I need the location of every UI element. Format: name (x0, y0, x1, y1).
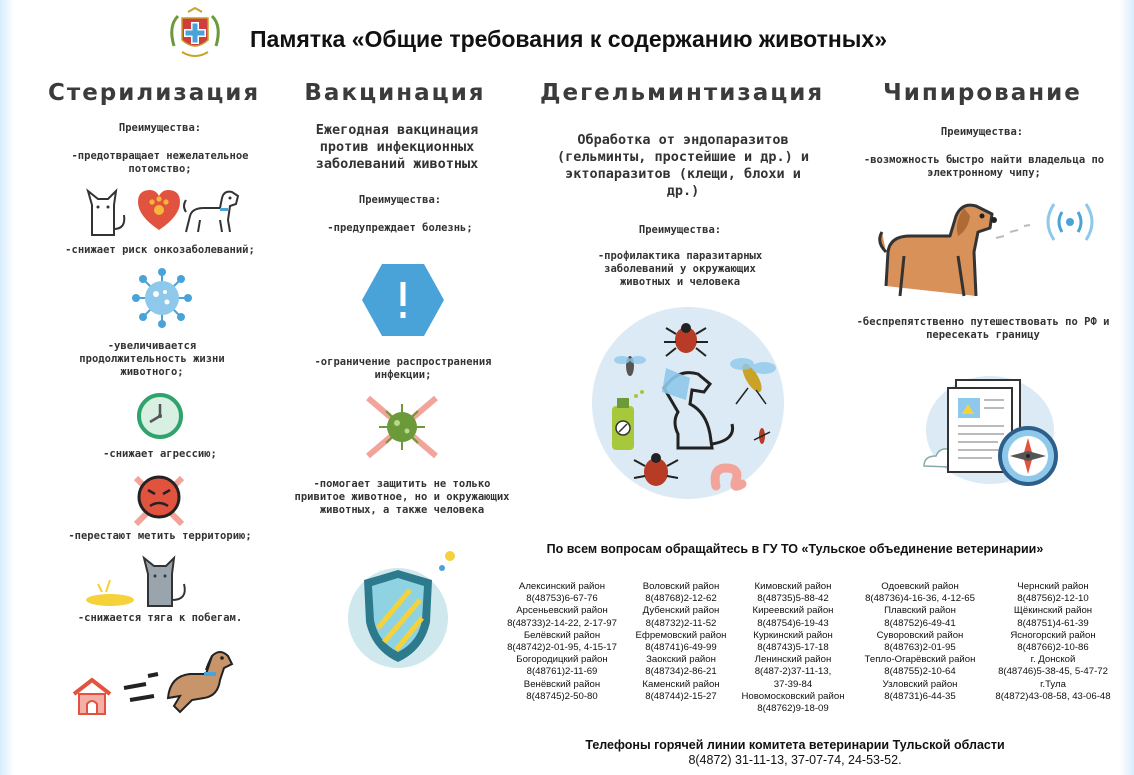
vaccination-item-1: -предупреждает болезнь; (327, 222, 473, 234)
contact-column-5 (984, 581, 1122, 703)
hotline-label: Телефоны горячей линии комитета ветеринарии Тульской области (585, 738, 1005, 752)
angry-face-icon (128, 470, 190, 536)
page-title: Памятка «Общие требования к содержанию животных» (250, 26, 888, 52)
sterilization-item-4: -снижает агрессию; (103, 448, 217, 460)
district-name: Кимовский район (754, 581, 832, 592)
sterilization-item-3: -увеличивается продолжительность жизни животного; (79, 340, 225, 378)
doghouse-icon (72, 676, 112, 720)
district-name: Богородицкий район (516, 654, 608, 666)
district-phone: 8(48754)6-19-43 (757, 617, 829, 629)
chipping-item-2: -беспрепятственно путешествовать по РФ и пересекать границу (856, 316, 1110, 341)
district-name: Алексинский район (518, 581, 606, 592)
chipping-item-1: -возможность быстро найти владельца по электронному чипу; (863, 154, 1105, 179)
district-name: Тепло-Огарёвский район (864, 654, 976, 666)
hotline-numbers: 8(4872) 31-11-13, 37-07-74, 24-53-52. (688, 753, 902, 767)
district-phone: 8(48753)6-67-76 (526, 593, 598, 605)
vaccination-subtitle: Ежегодная вакцинация против инфекционных заболеваний животных (315, 122, 479, 172)
clock-icon (136, 392, 184, 444)
district-phone: 8(48751)4-61-39 (1017, 617, 1089, 629)
district-phone: 8(48768)2-12-62 (645, 593, 717, 605)
virus-icon (132, 268, 192, 332)
emblem-logo (164, 6, 226, 62)
signal-icon (994, 198, 1098, 254)
cat-icon (80, 185, 130, 241)
dog-chip-icon (874, 196, 1004, 308)
deworming-advantages-label: Преимущества: (638, 224, 722, 236)
district-phone: 8(48741)6-49-99 (645, 642, 717, 654)
district-name: Арсеньевский район (516, 605, 608, 617)
contact-column-4 (850, 581, 990, 703)
district-name: Венёвский район (523, 678, 601, 690)
contact-column-2 (622, 581, 740, 703)
district-name: Ясногорский район (1010, 629, 1096, 641)
deworming-item-1: -профилактика паразитарных заболеваний у окружающих животных и человека (597, 250, 763, 288)
sterilization-item-6: -снижается тяга к побегам. (77, 612, 243, 624)
district-phone: 8(48766)2-10-86 (1017, 642, 1089, 654)
heart-paw-icon (136, 188, 182, 236)
vaccination-item-3: -помогает защитить не только привитое животное, но и окружающих животных, а также человека (294, 478, 510, 516)
district-name: Чернский район (1017, 581, 1089, 592)
district-phone: 8(4872)43-08-58, 43-06-48 (995, 690, 1111, 702)
district-phone: 8(48736)4-16-36, 4-12-65 (865, 593, 975, 605)
district-name: г.Тула (1040, 678, 1066, 690)
district-name: Белёвский район (523, 629, 601, 641)
district-phone: 8(48743)5-17-18 (757, 642, 829, 654)
cat-puddle-icon (84, 550, 200, 614)
district-phone: 8(48752)6-49-41 (884, 617, 956, 629)
district-name: Одоевский район (881, 581, 959, 592)
district-name: Суворовский район (876, 629, 964, 641)
district-name: г. Донской (1030, 654, 1076, 666)
district-phone: 8(48735)5-88-42 (757, 593, 829, 605)
shield-icon (340, 550, 470, 680)
sterilization-item-2: -снижает риск онкозаболеваний; (65, 244, 255, 256)
contacts-heading: По всем вопросам обращайтесь в ГУ ТО «Тульское объединение ветеринарии» (546, 542, 1044, 556)
vaccination-advantages-label: Преимущества: (358, 194, 442, 206)
district-name: Узловский район (882, 678, 958, 690)
district-phone: 8(48762)9-18-09 (757, 703, 829, 715)
district-name: Щёкинский район (1013, 605, 1093, 617)
district-name: Воловский район (642, 581, 720, 592)
district-phone: 8(48734)2-86-21 (645, 666, 717, 678)
district-name: Каменский район (642, 678, 720, 690)
district-name: Заокский район (646, 654, 716, 666)
district-phone: 8(48763)2-01-95 (884, 642, 956, 654)
sterilization-item-5: -перестают метить территорию; (68, 530, 252, 542)
sterilization-advantages-label: Преимущества: (118, 122, 202, 134)
passport-compass-icon (918, 370, 1072, 504)
dog-icon (180, 186, 242, 240)
warning-hexagon-icon (360, 262, 446, 342)
heading-deworming: Дегельминтизация (540, 80, 825, 106)
heading-sterilization: Стерилизация (48, 80, 261, 106)
district-phone: 8(48731)6-44-35 (884, 690, 956, 702)
crossed-virus-icon (362, 394, 442, 464)
contact-column-1 (492, 581, 632, 703)
heading-vaccination: Вакцинация (304, 80, 486, 106)
district-phone: 8(487-2)37-11-13, (754, 666, 832, 678)
parasites-dog-icon (586, 308, 790, 502)
district-phone: 8(48761)2-11-69 (526, 666, 598, 678)
district-name: Ленинский район (754, 654, 832, 666)
district-name: Новомосковский район (741, 690, 845, 702)
deworming-subtitle: Обработка от эндопаразитов (гельминты, простейшие и др.) и эктопаразитов (клещи, блохи и др.) (557, 132, 809, 199)
contact-column-3 (730, 581, 856, 715)
district-name: Ефремовский район (635, 629, 727, 641)
district-phone: 8(48755)2-10-64 (884, 666, 956, 678)
vaccination-item-2: -ограничение распространения инфекции; (314, 356, 492, 381)
district-phone: 8(48744)2-15-27 (645, 690, 717, 702)
district-name: Киреевский район (752, 605, 834, 617)
district-phone: 37-39-84 (773, 678, 813, 690)
district-phone: 8(48756)2-12-10 (1017, 593, 1089, 605)
sterilization-item-1: -предотвращает нежелательное потомство; (71, 150, 249, 175)
district-name: Плавский район (884, 605, 956, 617)
district-phone: 8(48745)2-50-80 (526, 690, 598, 702)
district-phone: 8(48746)5-38-45, 5-47-72 (998, 666, 1108, 678)
district-phone: 8(48732)2-11-52 (645, 617, 717, 629)
running-dog-icon (120, 640, 240, 724)
chipping-advantages-label: Преимущества: (940, 126, 1024, 138)
district-name: Куркинский район (753, 629, 833, 641)
heading-chipping: Чипирование (883, 80, 1082, 106)
district-name: Дубенский район (642, 605, 720, 617)
district-phone: 8(48742)2-01-95, 4-15-17 (507, 642, 617, 654)
district-phone: 8(48733)2-14-22, 2-17-97 (507, 617, 617, 629)
